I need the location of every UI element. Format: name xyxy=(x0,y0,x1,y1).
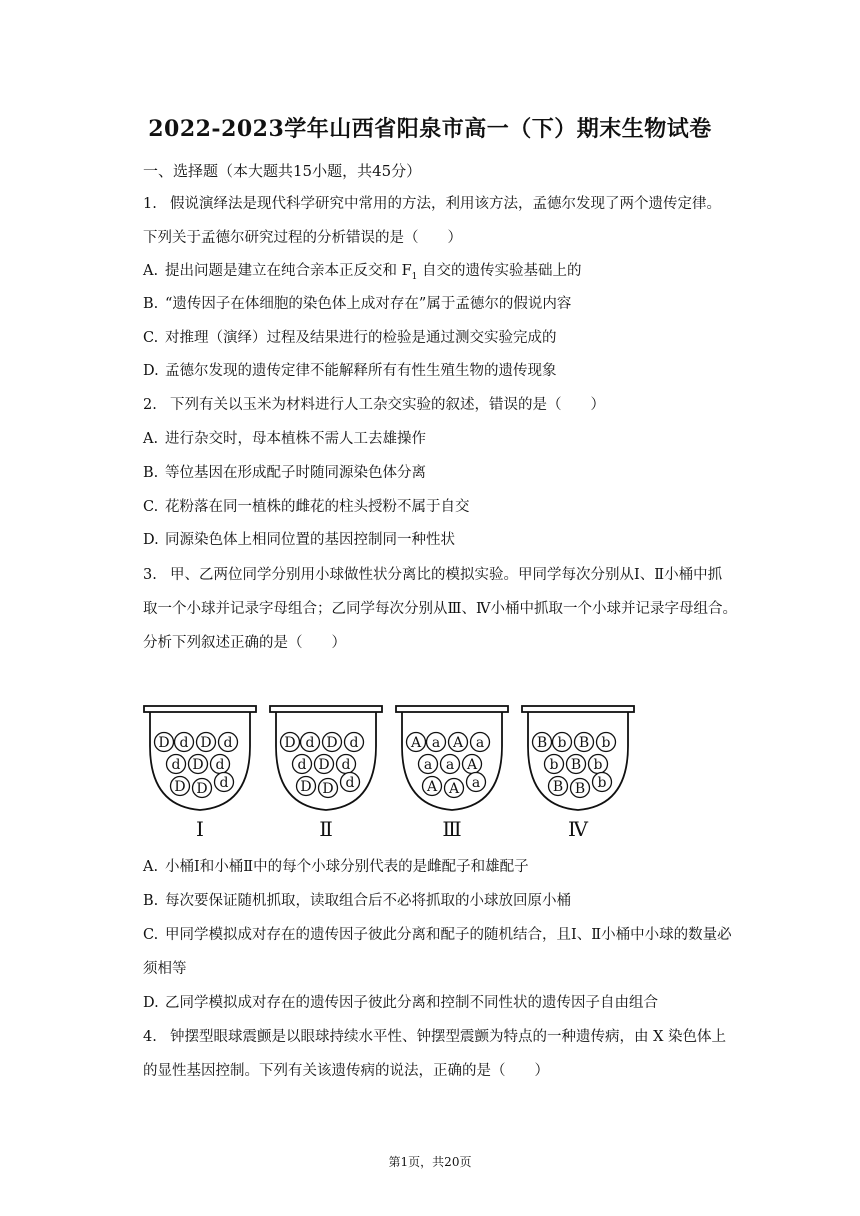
ball-letter: b xyxy=(549,757,559,773)
ball-letter: D xyxy=(174,779,186,795)
ball-letter: d xyxy=(219,775,229,791)
ball-letter: D xyxy=(200,735,212,751)
ball-letter: B xyxy=(552,779,564,795)
ball-letter: d xyxy=(223,735,233,751)
q2-option-b-text: 等位基因在形成配子时随同源染色体分离 xyxy=(165,465,426,481)
q1-option-a-subscript: 1 xyxy=(411,271,418,282)
q4-number: 4. xyxy=(143,1029,157,1045)
q1-option-b xyxy=(143,292,571,313)
q3-number: 3. xyxy=(143,567,157,583)
q3-stem-line-2: 取一个小球并记录字母组合；乙同学每次分别从Ⅲ、Ⅳ小桶中抓取一个小球并记录字母组合。 xyxy=(143,601,737,617)
option-label: D. xyxy=(143,532,159,548)
ball-letter: D xyxy=(322,781,334,797)
ball-letter: d xyxy=(305,735,315,751)
q2-option-a-text: 进行杂交时，母本植株不需人工去雄操作 xyxy=(165,431,426,447)
bucket-rim xyxy=(522,706,634,712)
ball-letter: D xyxy=(300,779,312,795)
q3-option-c-text-1: 甲同学模拟成对存在的遗传因子彼此分离和配子的随机结合，且Ⅰ、Ⅱ小桶中小球的数量必 xyxy=(165,927,732,943)
bucket-1 xyxy=(144,706,256,841)
ball-letter: D xyxy=(318,757,330,773)
ball-letter: d xyxy=(215,757,225,773)
ball-letter: A xyxy=(452,735,464,751)
q3-option-c xyxy=(143,923,732,944)
ball-letter: B xyxy=(536,735,548,751)
q3-option-a-text: 小桶Ⅰ和小桶Ⅱ中的每个小球分别代表的是雌配子和雄配子 xyxy=(165,859,529,875)
ball-letter: d xyxy=(341,757,351,773)
ball-letter: d xyxy=(297,757,307,773)
option-label: C. xyxy=(143,927,159,943)
buckets-figure xyxy=(136,696,646,841)
ball-letter: a xyxy=(423,757,433,773)
ball-letter: D xyxy=(158,735,170,751)
page-footer: 第1页，共20页 xyxy=(388,1155,472,1169)
option-label: B. xyxy=(143,465,159,481)
bucket-4 xyxy=(522,706,634,841)
q1-option-a-text: 提出问题是建立在纯合亲本正反交和 F xyxy=(165,263,412,279)
option-label: B. xyxy=(143,893,159,909)
q1-stem-text-1: 假说演绎法是现代科学研究中常用的方法，利用该方法，孟德尔发现了两个遗传定律。 xyxy=(170,196,721,212)
q1-option-a-text-end: 自交的遗传实验基础上的 xyxy=(417,263,582,279)
ball-letter: d xyxy=(349,735,359,751)
ball-letter: A xyxy=(426,779,438,795)
section-heading: 一、选择题（本大题共15小题，共45分） xyxy=(143,162,422,180)
ball-letter: d xyxy=(171,757,181,773)
ball-letter: B xyxy=(574,781,586,797)
bucket-label: Ⅰ xyxy=(196,817,204,841)
ball-letter: b xyxy=(593,757,603,773)
q2-option-a xyxy=(143,427,426,448)
ball-letter: B xyxy=(578,735,590,751)
q1-option-b-text: “遗传因子在体细胞的染色体上成对存在”属于孟德尔的假说内容 xyxy=(165,296,572,312)
ball-letter: D xyxy=(196,781,208,797)
bucket-3 xyxy=(396,706,508,841)
q2-option-d xyxy=(143,528,455,549)
bucket-rim xyxy=(270,706,382,712)
ball-letter: a xyxy=(445,757,455,773)
q4-stem-line-2: 的显性基因控制。下列有关该遗传病的说法，正确的是（ ） xyxy=(143,1063,549,1079)
ball-letter: a xyxy=(431,735,441,751)
ball-letter: a xyxy=(475,735,485,751)
option-label: D. xyxy=(143,363,159,379)
bucket-label: Ⅳ xyxy=(568,817,588,841)
q1-option-c xyxy=(143,326,557,347)
q3-option-d-text: 乙同学模拟成对存在的遗传因子彼此分离和控制不同性状的遗传因子自由组合 xyxy=(165,995,658,1011)
q2-stem-text: 下列有关以玉米为材料进行人工杂交实验的叙述，错误的是（ ） xyxy=(170,397,605,413)
ball-letter: b xyxy=(601,735,611,751)
q3-option-c-cont: 须相等 xyxy=(143,961,187,977)
ball-letter: d xyxy=(179,735,189,751)
bucket-label: Ⅱ xyxy=(319,817,333,841)
q3-option-d xyxy=(143,991,658,1012)
bucket-2 xyxy=(270,706,382,841)
option-label: A. xyxy=(143,859,159,875)
option-label: A. xyxy=(143,263,159,279)
bucket-rim xyxy=(144,706,256,712)
bucket-label: Ⅲ xyxy=(442,817,462,841)
q2-number: 2. xyxy=(143,397,157,413)
q2-option-b xyxy=(143,461,426,482)
ball-letter: A xyxy=(448,781,460,797)
ball-letter: D xyxy=(284,735,296,751)
ball-letter: A xyxy=(410,735,422,751)
q2-option-c-text: 花粉落在同一植株的雌花的柱头授粉不属于自交 xyxy=(165,499,470,515)
option-label: D. xyxy=(143,995,159,1011)
q3-option-a xyxy=(143,855,529,876)
q3-option-b xyxy=(143,889,571,910)
ball-letter: b xyxy=(557,735,567,751)
q1-option-d-text: 孟德尔发现的遗传定律不能解释所有有性生殖生物的遗传现象 xyxy=(165,363,557,379)
q3-stem-line-3: 分析下列叙述正确的是（ ） xyxy=(143,635,346,651)
q1-stem-line-1 xyxy=(143,192,721,213)
q1-option-a xyxy=(143,259,582,282)
q4-stem-text-1: 钟摆型眼球震颤是以眼球持续水平性、钟摆型震颤为特点的一种遗传病，由 X 染色体上 xyxy=(170,1029,727,1045)
q3-stem-text-1: 甲、乙两位同学分别用小球做性状分离比的模拟实验。甲同学每次分别从Ⅰ、Ⅱ小桶中抓 xyxy=(170,567,723,583)
q1-option-d xyxy=(143,359,557,380)
q1-option-c-text: 对推理（演绎）过程及结果进行的检验是通过测交实验完成的 xyxy=(165,330,557,346)
q3-option-b-text: 每次要保证随机抓取，读取组合后不必将抓取的小球放回原小桶 xyxy=(165,893,571,909)
ball-letter: D xyxy=(192,757,204,773)
q3-stem-line-1 xyxy=(143,563,722,584)
ball-letter: b xyxy=(597,775,607,791)
q4-stem-line-1 xyxy=(143,1025,726,1046)
ball-letter: A xyxy=(466,757,478,773)
option-label: B. xyxy=(143,296,159,312)
exam-title: 2022-2023学年山西省阳泉市高一（下）期末生物试卷 xyxy=(148,116,712,142)
ball-letter: D xyxy=(326,735,338,751)
q1-stem-line-2: 下列关于孟德尔研究过程的分析错误的是（ ） xyxy=(143,230,462,246)
option-label: C. xyxy=(143,330,159,346)
q2-stem xyxy=(143,393,605,414)
q1-number: 1. xyxy=(143,196,157,212)
q2-option-d-text: 同源染色体上相同位置的基因控制同一种性状 xyxy=(165,532,455,548)
ball-letter: a xyxy=(471,775,481,791)
ball-letter: d xyxy=(345,775,355,791)
bucket-rim xyxy=(396,706,508,712)
option-label: C. xyxy=(143,499,159,515)
ball-letter: B xyxy=(570,757,582,773)
q2-option-c xyxy=(143,495,470,516)
option-label: A. xyxy=(143,431,159,447)
